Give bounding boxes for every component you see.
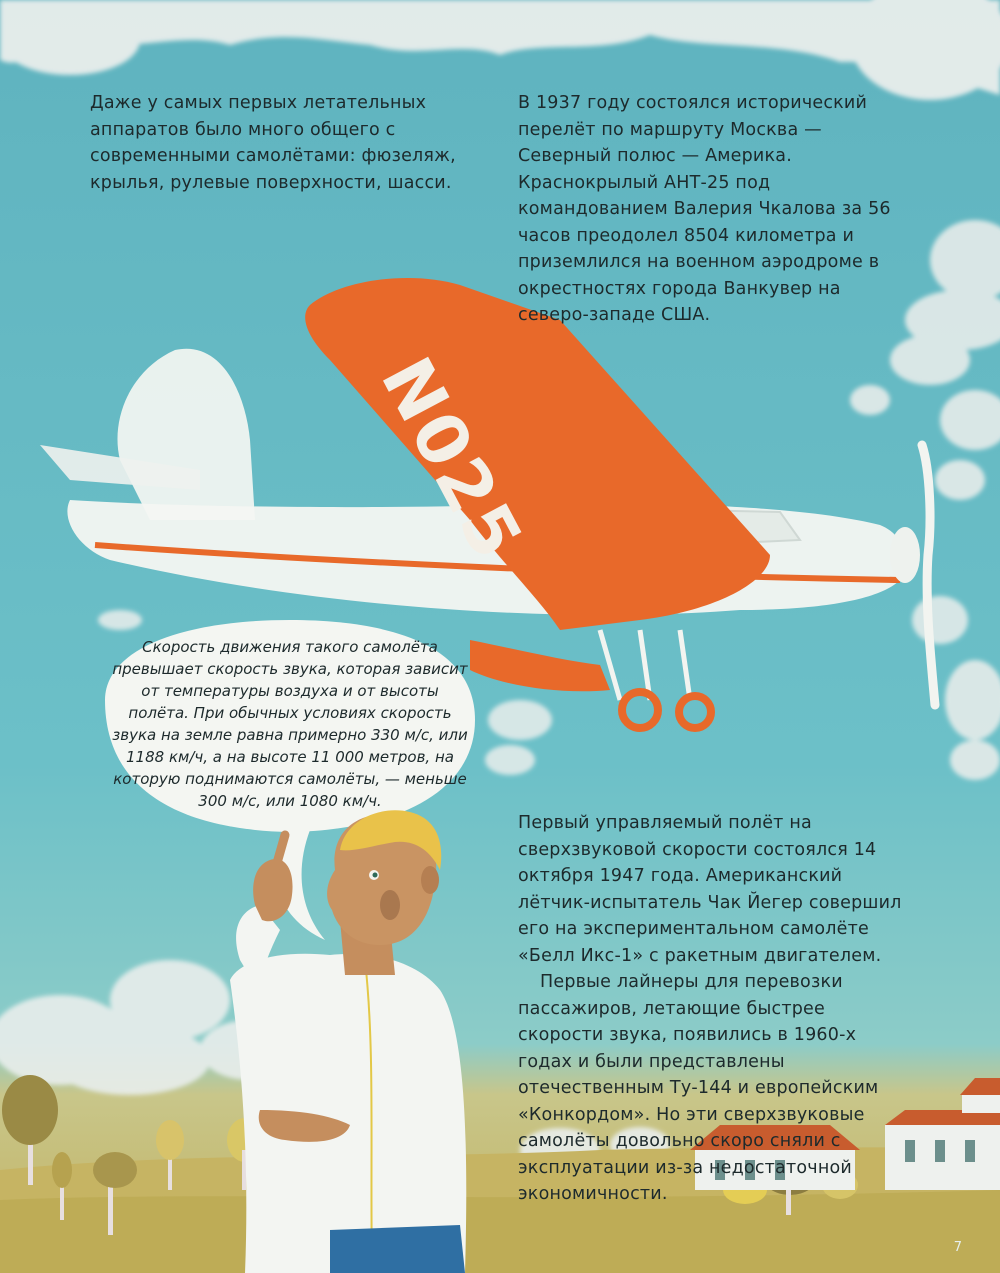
paragraph-right-bottom <box>518 810 908 1208</box>
paragraph-right-top <box>518 90 908 329</box>
clouds-top <box>0 0 1000 100</box>
text-early-aircraft: Даже у самых первых летательных аппаратов было много общего с современными самолётами: фюзеляж, крылья, рулевые поверхности, шасси. <box>90 93 456 193</box>
speech-bubble-text: Скорость движения такого самолёта превышает скорость звука, которая зависит от температуры воздуха и от высоты полёта. При обычных условиях скорость звука на земле равна примерно 330 м/с, или 1188 км/ч, а на высоте 11 000 метров, на которую поднимаются самолёты, — меньше 300 м/с, или 1080 км/ч. <box>112 638 468 810</box>
page-number: 7 <box>953 1240 962 1255</box>
text-chkalov-flight: В 1937 году состоялся исторический перелёт по маршруту Москва — Северный полюс — Америка. Краснокрылый АНТ-25 под командованием Валерия Чкалова за 56 часов преодолел 8504 километра и приземлился на военном аэродроме в окрестностях города Ванкувер на северо-западе США. <box>518 93 891 325</box>
man-figure <box>230 810 466 1273</box>
text-supersonic-flight: Первый управляемый полёт на сверхзвуковой скорости состоялся 14 октября 1947 года. Американский лётчик-испытатель Чак Йегер совершил его на экспериментальном самолёте «Белл Икс-1» с ракетным двигателем. <box>518 813 902 966</box>
paragraph-left-top <box>90 90 470 196</box>
text-supersonic-airliners: Первые лайнеры для перевозки пассажиров, летающие быстрее скорости звука, появились в 1960-х годах и были представлены отечественным Ту-144 и европейским «Конкордом». Но эти сверхзвуковые самолёты довольно скоро сняли с эксплуатации из-за недостаточной экономичности. <box>518 972 879 1204</box>
wing-marking: N025 <box>364 344 540 575</box>
